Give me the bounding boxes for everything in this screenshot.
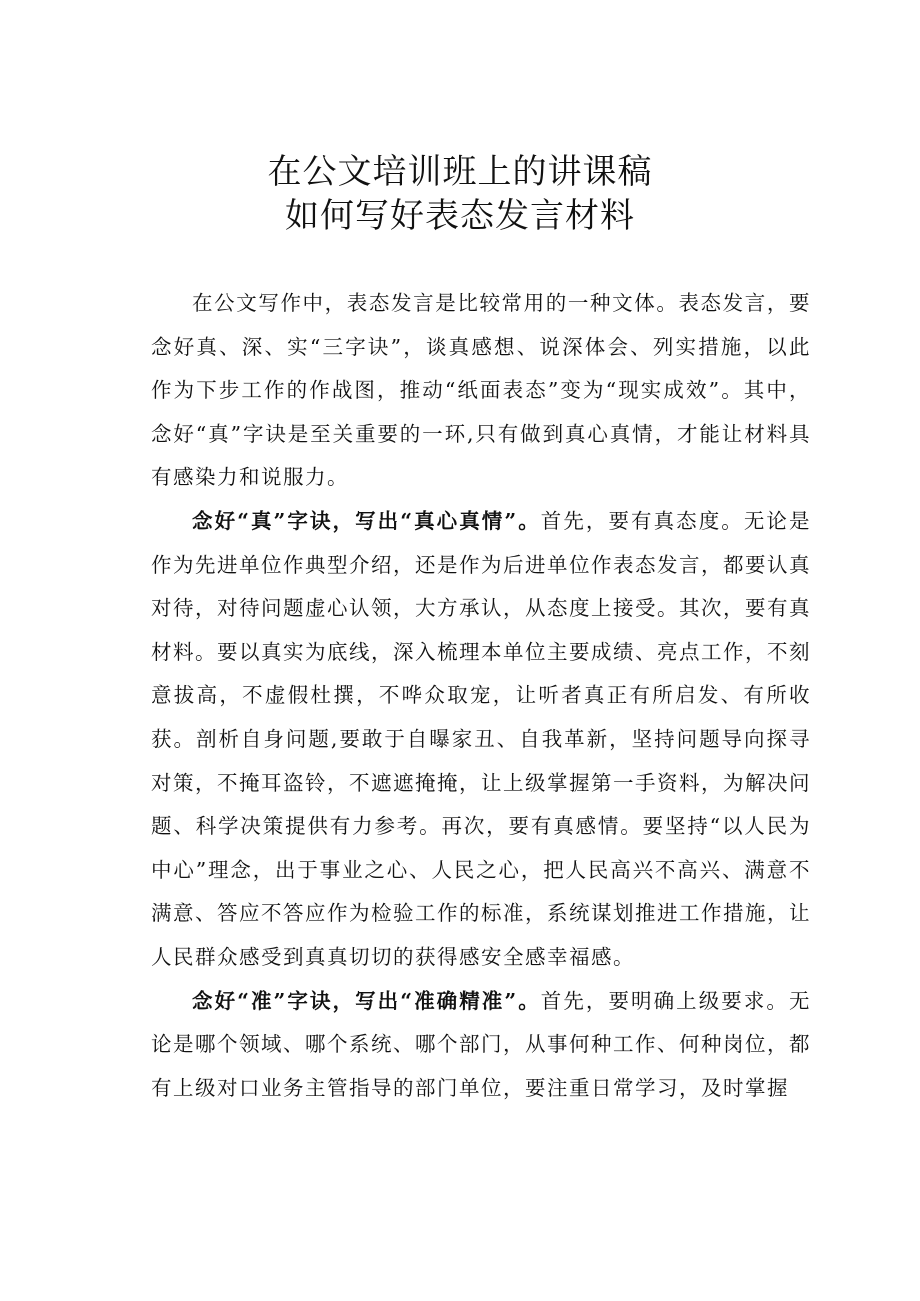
paragraph-zhen xyxy=(151,500,811,980)
title-line-2: 如何写好表态发言材料 xyxy=(285,196,635,236)
paragraph-intro xyxy=(151,282,811,500)
paragraph-text: 在公文写作中，表态发言是比较常用的一种文体。表态发言，要念好真、深、实“三字诀”，谈真感想、说深体会、列实措施，以此作为下步工作的作战图，推动“纸面表态”变为“现实成效”。其中，念好“真”字诀是至关重要的一环,只有做到真心真情，才能让材料具有感染力和说服力。 xyxy=(151,291,811,490)
paragraph-heading: 念好“准”字诀，写出“准确精准”。 xyxy=(192,988,541,1013)
paragraph-heading: 念好“真”字诀，写出“真心真情”。 xyxy=(192,508,541,533)
document-title xyxy=(0,150,920,238)
document-body xyxy=(151,282,811,1110)
paragraph-zhun xyxy=(151,980,811,1111)
paragraph-text: 首先，要有真态度。无论是作为先进单位作典型介绍，还是作为后进单位作表态发言，都要认真对待，对待问题虚心认领，大方承认，从态度上接受。其次，要有真材料。要以真实为底线，深入梳理本单位主要成绩、亮点工作，不刻意拔高，不虚假杜撰，不哗众取宠，让听者真正有所启发、有所收获。剖析自身问题,要敢于自曝家丑、自我革新，坚持问题导向探寻对策，不掩耳盗铃，不遮遮掩掩，让上级掌握第一手资料，为解决问题、科学决策提供有力参考。再次，要有真感情。要坚持“以人民为中心”理念，出于事业之心、人民之心，把人民高兴不高兴、满意不满意、答应不答应作为检验工作的标准，系统谋划推进工作措施，让人民群众感受到真真切切的获得感安全感幸福感。 xyxy=(151,508,811,969)
title-line-1: 在公文培训班上的讲课稿 xyxy=(267,152,653,192)
paragraph-text: 首先，要明确上级要求。无论是哪个领域、哪个系统、哪个部门，从事何种工作、何种岗位，都有上级对口业务主管指导的部门单位，要注重日常学习，及时掌握 xyxy=(151,988,811,1100)
